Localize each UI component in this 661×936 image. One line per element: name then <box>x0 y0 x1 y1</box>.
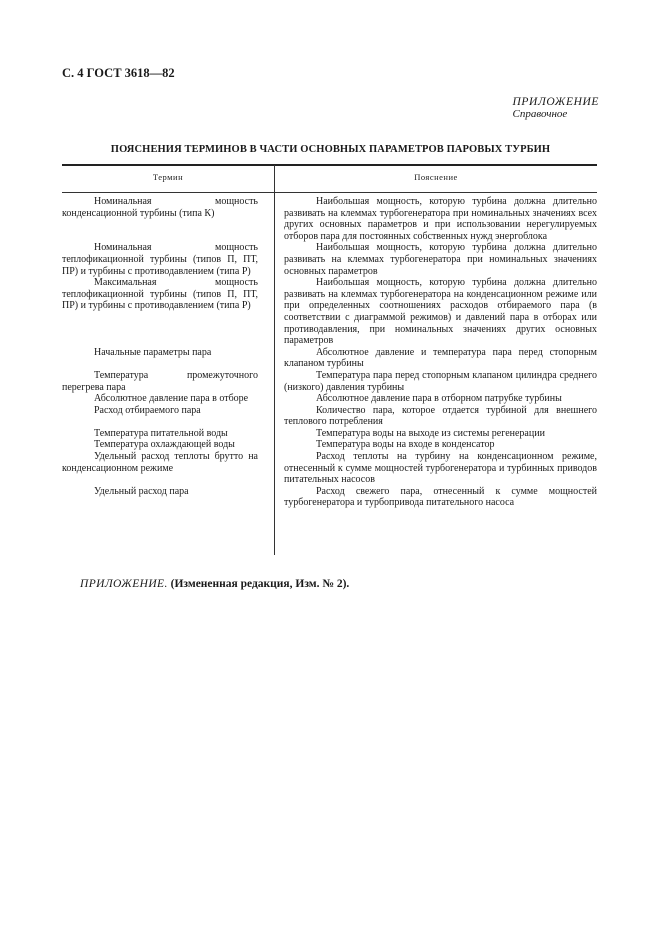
explanation-cell: Наибольшая мощность, которую турбина должна длительно развивать на клеммах турбогенератора при номинальных значениях основных параметров <box>284 242 597 277</box>
term-cell: Температура питательной воды <box>94 427 228 439</box>
appendix-title: ПРИЛОЖЕНИЕ <box>512 96 599 108</box>
explanation-cell: Количество пара, которое отдается турбиной для внешнего теплового потребления <box>284 404 597 428</box>
term-cell: Начальные параметры пара <box>94 346 212 358</box>
explanation-cell: Наибольшая мощность, которую турбина должна длительно развивать на клеммах турбогенератора на конденсационном режиме или при определенных соотношениях расходов отбираемого пара (в соответствии с диаграммой режимов) и давлений пара в отборах или противодавления, при номинальных значениях других основных параметров <box>284 277 597 347</box>
appendix-label <box>513 96 599 120</box>
table-top-rule <box>62 164 597 166</box>
term-cell: Температура охлаждающей воды <box>94 439 235 451</box>
table-header-rule <box>62 192 597 193</box>
table-row <box>62 242 597 277</box>
term-cell: Температура промежуточного перегрева пара <box>62 369 258 393</box>
revision-note-label: ПРИЛОЖЕНИЕ. <box>80 578 168 590</box>
table-row <box>62 451 597 486</box>
document-title: ПОЯСНЕНИЯ ТЕРМИНОВ В ЧАСТИ ОСНОВНЫХ ПАРАМЕТРОВ ПАРОВЫХ ТУРБИН <box>110 144 551 155</box>
revision-note-text: (Измененная редакция, Изм. № 2). <box>170 578 350 590</box>
table-row <box>62 393 597 405</box>
explanation-cell: Расход свежего пара, отнесенный к сумме мощностей турбогенератора и турбопривода питательного насоса <box>284 485 597 509</box>
table-row <box>62 370 597 393</box>
term-cell: Номинальная мощность конденсационной турбины (типа К) <box>62 196 258 219</box>
explanation-cell: Абсолютное давление и температура пара перед стопорным клапаном турбины <box>284 346 597 370</box>
column-header-term: Термин <box>152 172 184 182</box>
term-cell: Максимальная мощность теплофикационной турбины (типов П, ПТ, ПР) и турбины с противодавлением (типа Р) <box>62 277 258 312</box>
term-cell: Абсолютное давление пара в отборе <box>94 393 249 405</box>
explanation-cell: Абсолютное давление пара в отборном патрубке турбины <box>316 393 562 405</box>
revision-note <box>80 578 349 590</box>
table-row <box>62 405 597 428</box>
explanation-cell: Наибольшая мощность, которую турбина должна длительно развивать на клеммах турбогенератора при номинальных значениях всех других основных параметров и при использовании нерегулируемых отборов пара для постоянных собственных нужд энергоблока <box>284 196 597 242</box>
table-row <box>62 277 597 347</box>
table-row <box>62 486 597 509</box>
explanation-cell: Температура воды на входе в конденсатор <box>316 439 495 451</box>
column-header-explanation: Пояснение <box>414 172 458 182</box>
table-row <box>62 347 597 370</box>
table-row <box>62 428 597 440</box>
page-header: С. 4 ГОСТ 3618—82 <box>62 66 175 80</box>
explanation-cell: Температура воды на выходе из системы регенерации <box>316 427 545 439</box>
term-cell: Удельный расход теплоты брутто на конденсационном режиме <box>62 451 258 474</box>
explanation-cell: Расход теплоты на турбину на конденсационном режиме, отнесенный к сумме мощностей турбогенератора и турбинных приводов питательных насосов <box>284 451 597 486</box>
table-row <box>62 196 597 242</box>
explanation-cell: Температура пара перед стопорным клапаном цилиндра среднего (низкого) давления турбины <box>284 369 597 393</box>
terms-table <box>62 196 597 509</box>
term-cell: Удельный расход пара <box>94 485 189 497</box>
appendix-subtitle: Справочное <box>512 108 568 120</box>
table-row <box>62 439 597 451</box>
term-cell: Расход отбираемого пара <box>94 404 201 416</box>
term-cell: Номинальная мощность теплофикационной турбины (типов П, ПТ, ПР) и турбины с противодавлением (типа Р) <box>62 242 258 277</box>
